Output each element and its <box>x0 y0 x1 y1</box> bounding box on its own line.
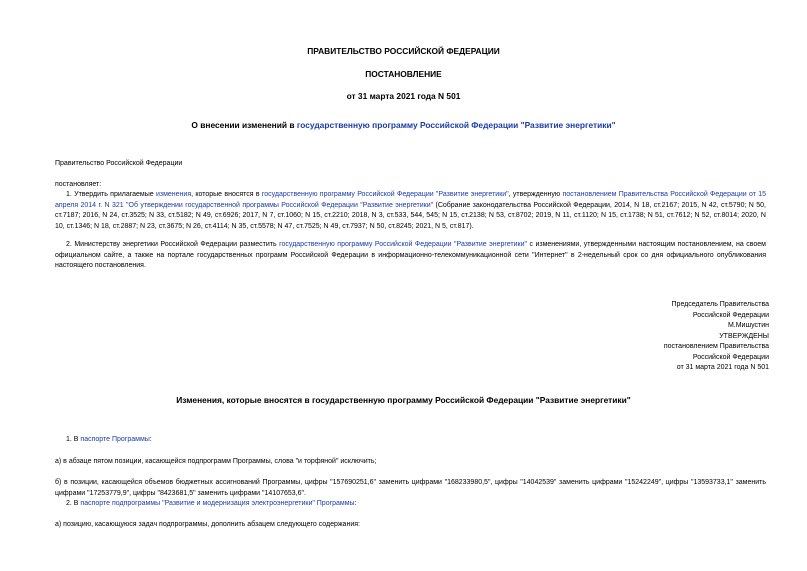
approved-line-2: постановлением Правительства <box>663 343 769 350</box>
approved-line-4: от 31 марта 2021 года N 501 <box>676 364 769 371</box>
p2-text-a: 2. Министерству энергетики Российской Федерации разместить <box>66 241 280 248</box>
change-2a: а) позицию, касающуюся задач подпрограммы, дополнить абзацем следующего содержания: <box>55 521 360 528</box>
change-1 <box>55 435 766 446</box>
program-link-3[interactable]: государственную программу Российской Федерации "Развитие энергетики" <box>279 241 527 248</box>
program-link[interactable]: государственную программу Российской Федерации "Развитие энергетики" <box>296 120 616 130</box>
resolution-link[interactable]: постановлением Правительства Российской Федерации от 15 апреля 2014 г. N 321 "Об утверждении государственной программы Российской Федерации "Развитие энергетики" <box>55 191 766 209</box>
c1-pre: 1. В <box>66 436 81 443</box>
p1-text-a: 1. Утвердить прилагаемые <box>66 191 156 198</box>
change-2 <box>55 499 766 510</box>
program-link-2[interactable]: государственную программу Российской Федерации "Развитие энергетики" <box>261 191 509 198</box>
c2-post: : <box>354 500 357 507</box>
changes-title: Изменения, которые вносятся в государственную программу Российской Федерации "Развитие энергетики" <box>176 395 631 405</box>
p2-text-b: с изменениями, утвержденными настоящим постановлением, на своем официальном сайте, а также на портале государственных программ Российской Федерации в информационно-телекоммуникационной сети "Интернет" в 2-недельный срок со дня официального опубликования настоящего постановления. <box>55 241 766 269</box>
document-title <box>0 120 807 131</box>
c1-post: : <box>149 436 152 443</box>
approved-line: УТВЕРЖДЕНЫ <box>719 332 769 340</box>
p1-text-b: , которые вносятся в <box>191 191 262 198</box>
subprogram-passport-link[interactable]: паспорте подпрограммы "Развитие и модернизация электроэнергетики" Программы <box>80 500 355 507</box>
document-type: ПОСТАНОВЛЕНИЕ <box>365 69 442 79</box>
document-date: от 31 марта 2021 года N 501 <box>346 91 461 101</box>
government-heading: ПРАВИТЕЛЬСТВО РОССИЙСКОЙ ФЕДЕРАЦИИ <box>307 46 500 56</box>
paragraph-2 <box>55 240 766 272</box>
p1-text-c: , утвержденную <box>508 191 563 198</box>
c2-pre: 2. В <box>66 500 81 507</box>
title-text: О внесении изменений в <box>191 120 297 130</box>
p1-text-d: (Собрание законодательства Российской Федерации, 2014, N 18, ст.2167; 2015, N 42, ст.5790; N 50, ст.7187; 2016, N 24, ст.3525; N 33, ст.5182; N 49, ст.6926; 2017, N 7, ст.1060; N 15, ст.2210; 2018, N 3, ст.533, 544, 545; N 15, ст.2138; N 53, ст.8702; 2019, N 11, ст.1120; N 15, ст.1738; N 51, ст.7612; N 52, ст.8014; 2020, N 10, ст.1346; N 18, ст.2887; N 23, ст.3675; N 26, ст.4114; N 35, ст.5578; N 47, ст.7525; N 49, ст.7937; N 50, ст.8245; 2021, N 5, ст.817). <box>55 201 766 230</box>
change-1b: б) в позиции, касающейся объемов бюджетных ассигнований Программы, цифры "157690251,6" заменить цифрами "168233980,5", цифры "14042539" заменить цифрами "15242249", цифры "13593733,1" заменить цифрами "17253779,9", цифры "8423681,5" заменить цифрами "14107653,6". <box>55 479 766 497</box>
signature-line-3: М.Мишустин <box>727 322 769 329</box>
approved-line-3: Российской Федерации <box>692 353 769 361</box>
paragraph-1 <box>55 190 766 232</box>
change-1a: а) в абзаце пятом позиции, касающейся подпрограмм Программы, слова "и торфяной" исключить; <box>55 458 377 465</box>
passport-link[interactable]: паспорте Программы <box>80 436 150 443</box>
resolves-line: постановляет: <box>55 181 102 188</box>
signature-block <box>469 300 769 374</box>
signature-line-2: Российской Федерации <box>692 311 769 319</box>
changes-link[interactable]: изменения <box>155 191 192 198</box>
intro-line: Правительство Российской Федерации <box>55 160 183 167</box>
signature-line-1: Председатель Правительства <box>671 301 769 308</box>
